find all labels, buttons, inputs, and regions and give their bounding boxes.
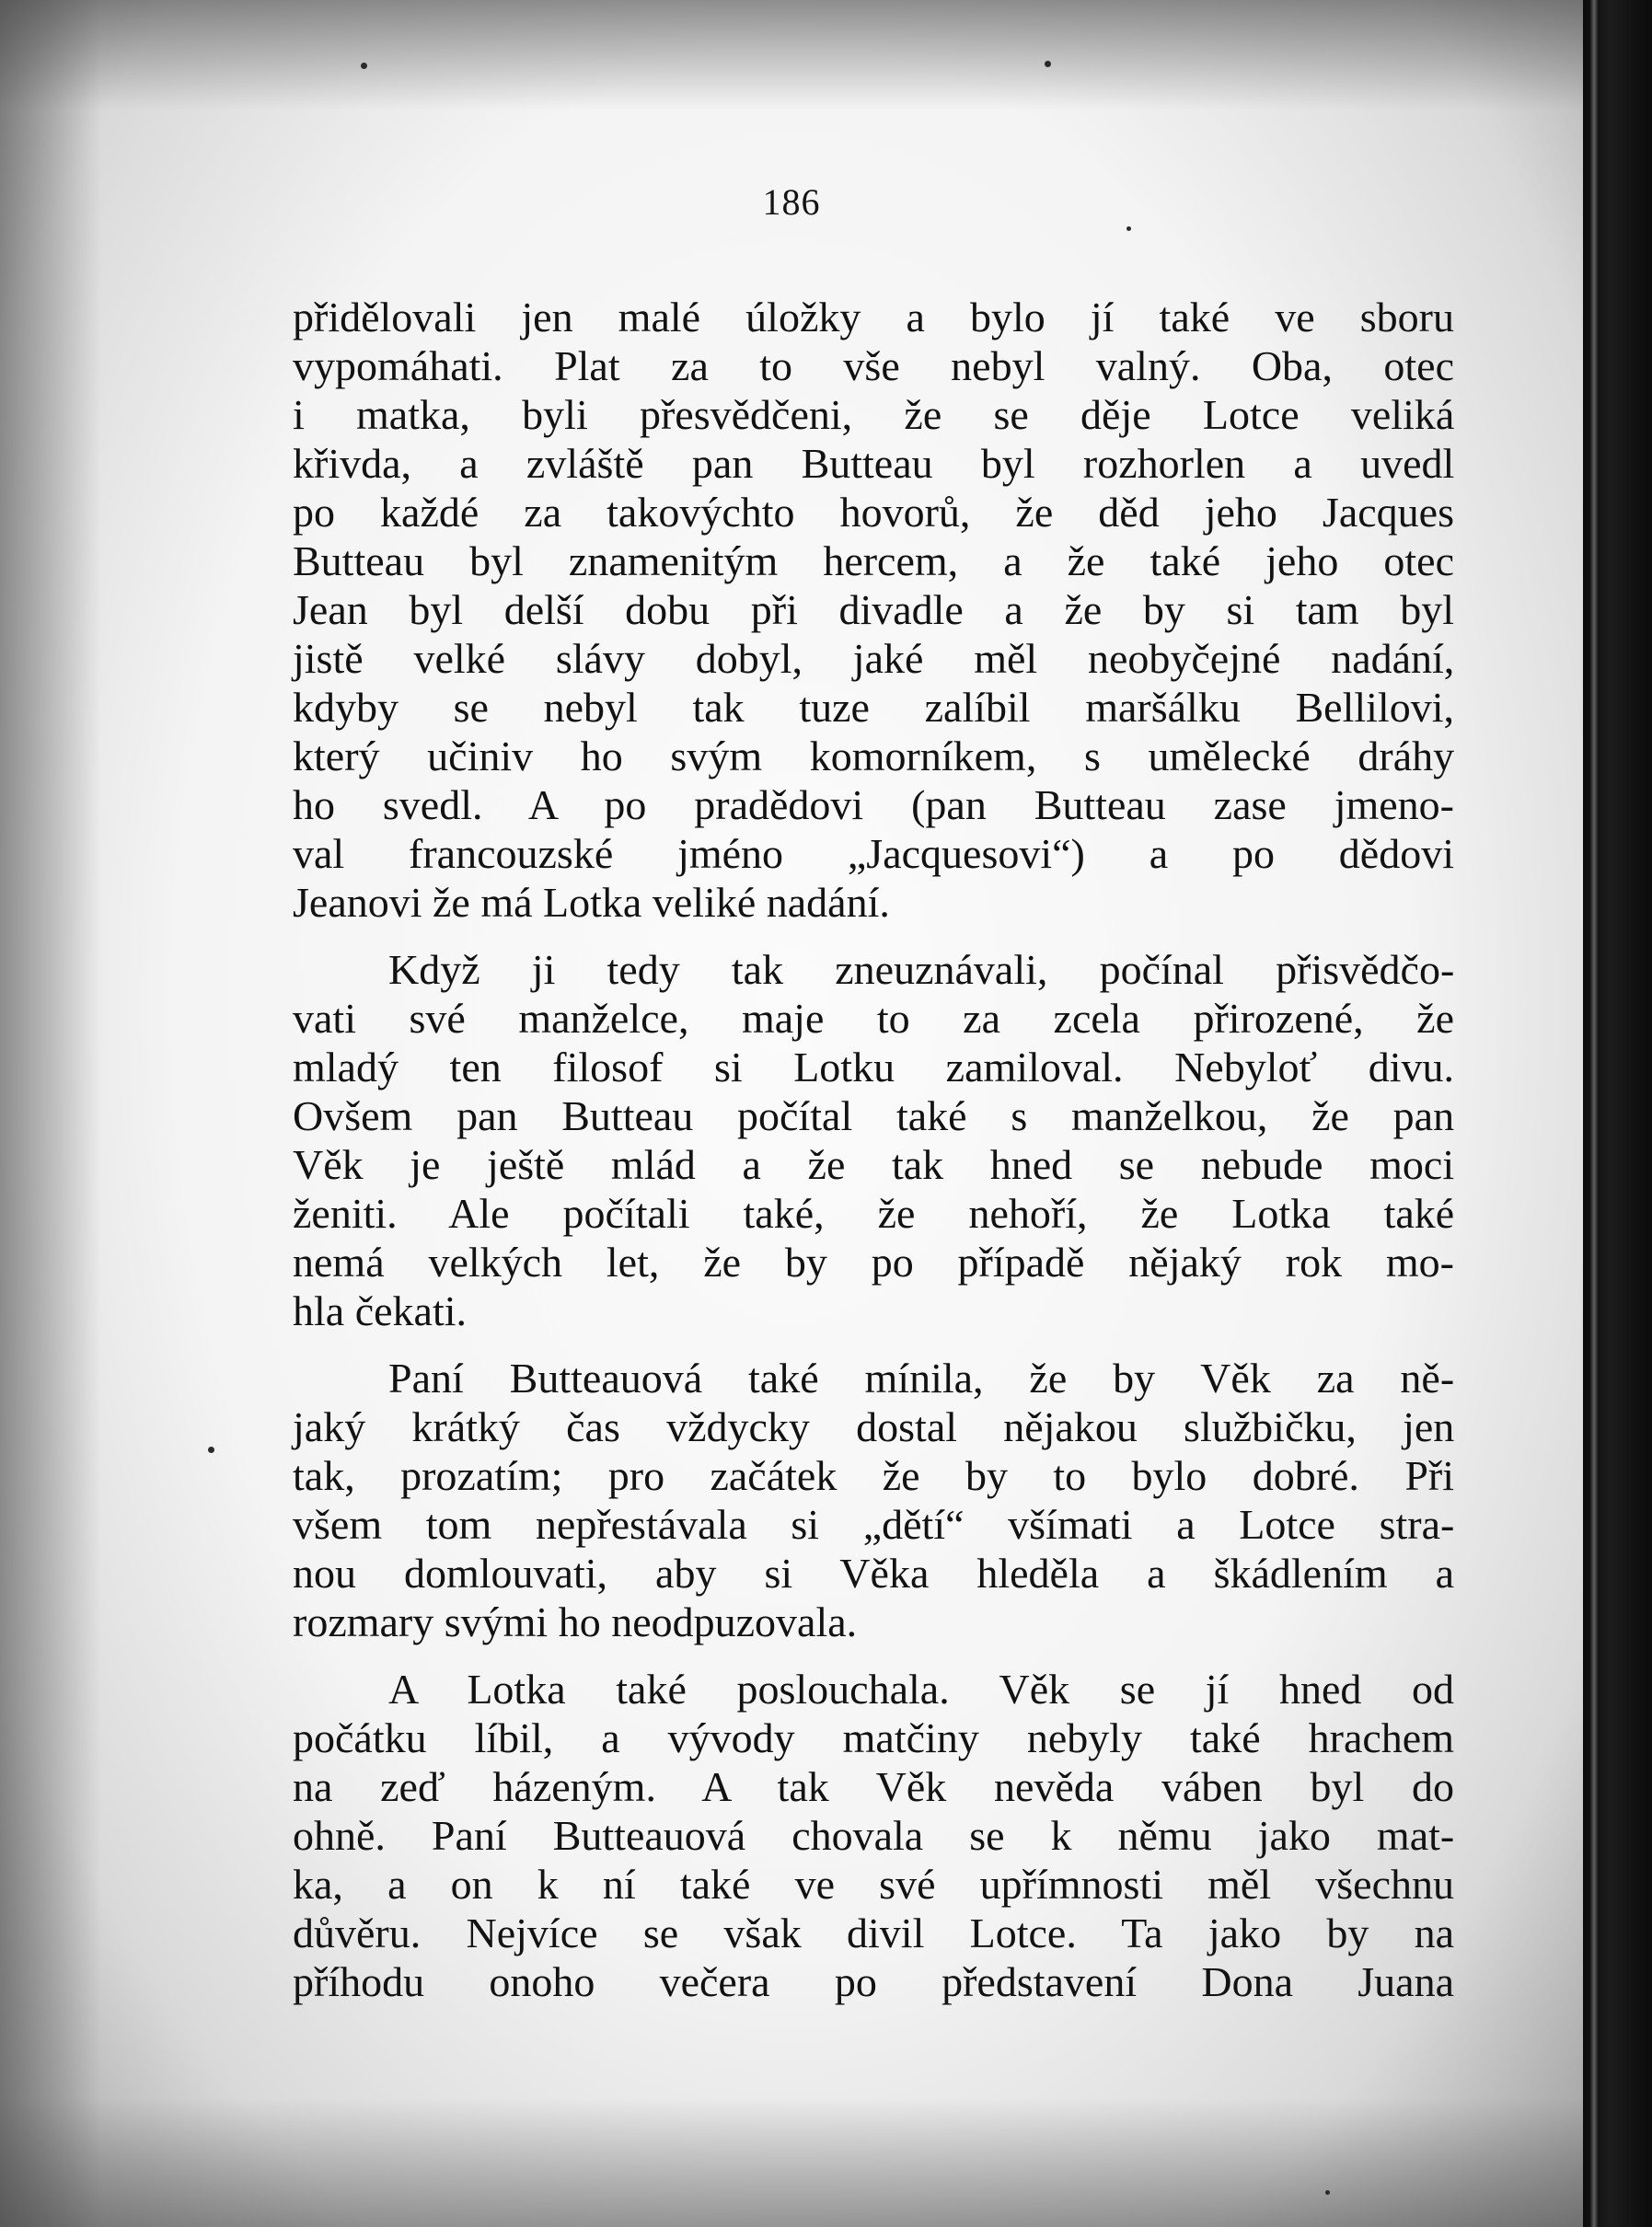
paragraph-1 (293, 293, 1454, 927)
text-line: ženiti. Ale počítali také, že nehoří, že Lotka také (293, 1190, 1455, 1237)
scan-speck (1045, 61, 1051, 67)
text-line: ka, a on k ní také ve své upřímnosti měl všechnu (293, 1861, 1454, 1908)
text-line: jistě velké slávy dobyl, jaké měl neobyčejné nadání, (293, 635, 1455, 682)
text-line: přidělovali jen malé úložky a bylo jí také ve sboru (293, 294, 1454, 340)
text-line: všem tom nepřestávala si „dětí“ všímati a Lotce stra- (293, 1501, 1455, 1548)
paragraph-3 (293, 1354, 1454, 1646)
text-line: Paní Butteauová také mínila, že by Věk za ně- (388, 1355, 1455, 1402)
page-bottom-shadow (0, 2098, 1583, 2227)
scan-speck (361, 63, 367, 69)
text-line: ho svedl. A po pradědovi (pan Butteau zase jmeno- (293, 781, 1454, 828)
text-line: Věk je ještě mlád a že tak hned se nebude moci (293, 1141, 1455, 1188)
text-line: po každé za takovýchto hovorů, že děd jeho Jacques (293, 489, 1454, 536)
text-line: tak, prozatím; pro začátek že by to bylo dobré. Při (293, 1452, 1454, 1499)
text-line: ohně. Paní Butteauová chovala se k němu jako mat- (293, 1812, 1455, 1859)
text-line: Ovšem pan Butteau počítal také s manželkou, že pan (293, 1092, 1455, 1139)
scan-speck (1126, 226, 1131, 231)
facing-page-strip (1590, 0, 1598, 2227)
text-line: vati své manželce, maje to za zcela přirozené, že (293, 995, 1454, 1042)
text-line: křivda, a zvláště pan Butteau byl rozhorlen a uvedl (293, 440, 1455, 487)
text-line: vypomáhati. Plat za to vše nebyl valný. Oba, otec (293, 342, 1454, 389)
text-line: Jeanovi že má Lotka veliké nadání. (293, 879, 890, 926)
text-line: důvěru. Nejvíce se však divil Lotce. Ta jako by na (293, 1910, 1455, 1956)
text-line: na zeď házeným. A tak Věk nevěda váben byl do (293, 1763, 1455, 1810)
text-line: val francouzské jméno „Jacquesovi“) a po dědovi (293, 830, 1454, 877)
page-left-shadow (0, 0, 101, 2227)
body-text (293, 293, 1454, 2025)
text-line: kdyby se nebyl tak tuze zalíbil maršálku Bellilovi, (293, 684, 1454, 731)
text-line: Když ji tedy tak zneuznávali, počínal přisvědčo- (388, 946, 1455, 993)
text-line: nou domlouvati, aby si Věka hleděla a škádlením a (293, 1550, 1455, 1597)
text-line: Butteau byl znamenitým hercem, a že také jeho otec (293, 537, 1454, 584)
text-line: jaký krátký čas vždycky dostal nějakou službičku, jen (293, 1403, 1455, 1450)
text-line: nemá velkých let, že by po případě nějaký rok mo- (293, 1239, 1455, 1286)
page-top-shadow (0, 0, 1583, 110)
paragraph-4 (293, 1665, 1454, 2006)
text-line: Jean byl delší dobu při divadle a že by si tam byl (293, 586, 1455, 633)
text-line: příhodu onoho večera po představení Dona Juana (293, 1958, 1454, 2005)
text-line: který učiniv ho svým komorníkem, s umělecké dráhy (293, 733, 1455, 779)
paragraph-2 (293, 945, 1454, 1335)
scan-speck (1325, 2190, 1330, 2195)
text-line: A Lotka také poslouchala. Věk se jí hned od (388, 1666, 1454, 1713)
text-line: počátku líbil, a vývody matčiny nebyly také hrachem (293, 1714, 1454, 1761)
scan-speck (208, 1447, 214, 1453)
text-line: mladý ten filosof si Lotku zamiloval. Nebyloť divu. (293, 1044, 1454, 1090)
text-line: rozmary svými ho neodpuzovala. (293, 1598, 858, 1645)
page-number: 186 (762, 181, 821, 223)
text-line: i matka, byli přesvědčeni, že se děje Lotce veliká (293, 391, 1455, 438)
text-line: hla čekati. (293, 1287, 468, 1334)
